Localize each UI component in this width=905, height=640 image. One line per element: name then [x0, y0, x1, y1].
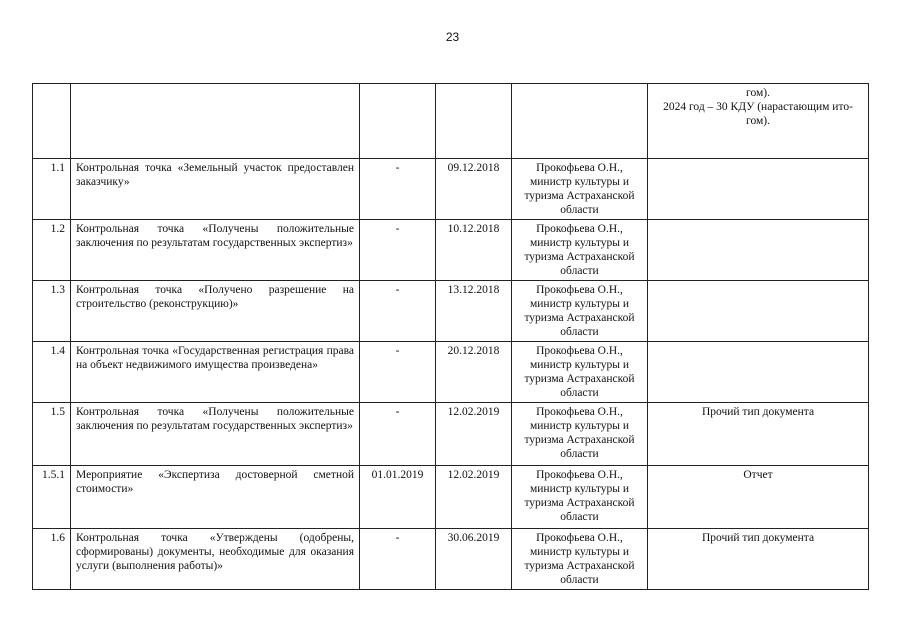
- row-number: 1.2: [33, 220, 71, 281]
- row-start-date: -: [360, 159, 436, 220]
- continuation-line: гом).: [746, 87, 770, 99]
- row-responsible: Прокофьева О.Н., министр культуры и туризма Астраханской области: [512, 342, 648, 403]
- row-result: [648, 159, 869, 220]
- row-responsible: Прокофьева О.Н., министр культуры и туризма Астраханской области: [512, 220, 648, 281]
- table-cell: [512, 84, 648, 159]
- row-end-date: 09.12.2018: [436, 159, 512, 220]
- row-number: 1.5.1: [33, 466, 71, 529]
- row-responsible: Прокофьева О.Н., министр культуры и туризма Астраханской области: [512, 403, 648, 466]
- page-number: 23: [445, 30, 460, 44]
- table-row: [33, 466, 869, 529]
- row-name: Контрольная точка «Получены положительные заключения по результатам государственных экспертиз»: [71, 403, 360, 466]
- continuation-line: 2024 год – 30 КДУ (нарастающим ито-: [663, 101, 853, 113]
- row-name: Контрольная точка «Земельный участок предоставлен заказчику»: [71, 159, 360, 220]
- table-row: [33, 281, 869, 342]
- table-row: [33, 529, 869, 590]
- row-name: Контрольная точка «Получены положительные заключения по результатам государственных экспертиз»: [71, 220, 360, 281]
- row-start-date: -: [360, 281, 436, 342]
- row-start-date: 01.01.2019: [360, 466, 436, 529]
- continuation-row: [33, 84, 869, 159]
- table-row: [33, 342, 869, 403]
- row-number: 1.6: [33, 529, 71, 590]
- row-name: Контрольная точка «Государственная регистрация права на объект недвижимого имущества произведена»: [71, 342, 360, 403]
- row-result: [648, 281, 869, 342]
- continuation-cell: [648, 84, 869, 159]
- row-start-date: -: [360, 220, 436, 281]
- table-cell: [360, 84, 436, 159]
- row-result: [648, 220, 869, 281]
- row-name: Контрольная точка «Утверждены (одобрены, сформированы) документы, необходимые для оказания услуги (выполнения работы)»: [71, 529, 360, 590]
- row-responsible: Прокофьева О.Н., министр культуры и туризма Астраханской области: [512, 159, 648, 220]
- table-cell: [436, 84, 512, 159]
- row-end-date: 20.12.2018: [436, 342, 512, 403]
- row-end-date: 13.12.2018: [436, 281, 512, 342]
- row-number: 1.1: [33, 159, 71, 220]
- row-start-date: -: [360, 342, 436, 403]
- row-end-date: 30.06.2019: [436, 529, 512, 590]
- table-row: [33, 159, 869, 220]
- row-responsible: Прокофьева О.Н., министр культуры и туризма Астраханской области: [512, 281, 648, 342]
- row-result: Отчет: [648, 466, 869, 529]
- row-start-date: -: [360, 403, 436, 466]
- row-number: 1.5: [33, 403, 71, 466]
- table-row: [33, 220, 869, 281]
- row-result: Прочий тип документа: [648, 529, 869, 590]
- row-responsible: Прокофьева О.Н., министр культуры и туризма Астраханской области: [512, 466, 648, 529]
- row-result: [648, 342, 869, 403]
- row-name: Мероприятие «Экспертиза достоверной сметной стоимости»: [71, 466, 360, 529]
- row-number: 1.4: [33, 342, 71, 403]
- row-number: 1.3: [33, 281, 71, 342]
- control-points-table: [32, 83, 869, 590]
- row-start-date: -: [360, 529, 436, 590]
- row-responsible: Прокофьева О.Н., министр культуры и туризма Астраханской области: [512, 529, 648, 590]
- table-cell: [71, 84, 360, 159]
- row-end-date: 12.02.2019: [436, 403, 512, 466]
- row-result: Прочий тип документа: [648, 403, 869, 466]
- row-end-date: 10.12.2018: [436, 220, 512, 281]
- table-row: [33, 403, 869, 466]
- continuation-line: гом).: [746, 115, 770, 127]
- row-end-date: 12.02.2019: [436, 466, 512, 529]
- table-cell: [33, 84, 71, 159]
- row-name: Контрольная точка «Получено разрешение на строительство (реконструкцию)»: [71, 281, 360, 342]
